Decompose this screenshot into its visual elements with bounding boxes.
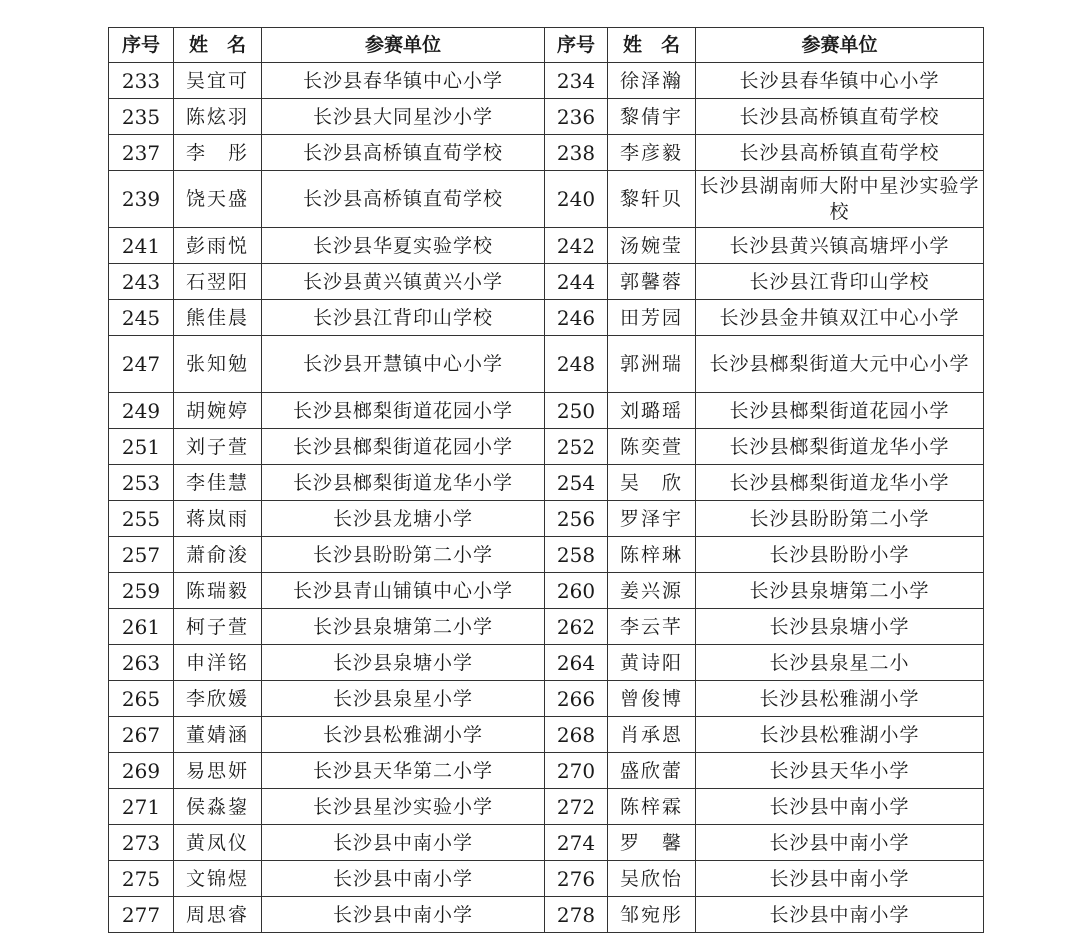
table-row	[109, 501, 984, 537]
participant-name-cell: 李佳慧	[174, 465, 262, 501]
table-row	[109, 717, 984, 753]
participant-name-cell: 陈奕萱	[608, 429, 696, 465]
table-row	[109, 681, 984, 717]
participant-name-cell: 肖承恩	[608, 717, 696, 753]
school-unit-cell: 长沙县星沙实验小学	[262, 789, 545, 825]
participant-name-cell: 陈梓琳	[608, 537, 696, 573]
seq-number-cell: 276	[545, 861, 608, 897]
seq-number-cell: 242	[545, 228, 608, 264]
participant-name-cell: 黄凤仪	[174, 825, 262, 861]
table-body	[109, 63, 984, 933]
participant-name-cell: 黄诗阳	[608, 645, 696, 681]
participant-name-cell: 董婧涵	[174, 717, 262, 753]
school-unit-cell: 长沙县榔梨街道龙华小学	[696, 465, 984, 501]
participant-name-cell: 周思睿	[174, 897, 262, 933]
school-unit-cell: 长沙县松雅湖小学	[262, 717, 545, 753]
table-row	[109, 825, 984, 861]
participant-name-cell: 邹宛彤	[608, 897, 696, 933]
participant-name-cell: 易思妍	[174, 753, 262, 789]
table-row	[109, 897, 984, 933]
school-unit-cell: 长沙县榔梨街道花园小学	[262, 429, 545, 465]
participant-name-cell: 陈梓霖	[608, 789, 696, 825]
participant-name-cell: 黎倩宇	[608, 99, 696, 135]
participant-name-cell: 申洋铭	[174, 645, 262, 681]
school-unit-cell: 长沙县榔梨街道龙华小学	[262, 465, 545, 501]
table-row	[109, 264, 984, 300]
seq-number-cell: 269	[109, 753, 174, 789]
seq-number-cell: 264	[545, 645, 608, 681]
school-unit-cell: 长沙县泉塘第二小学	[696, 573, 984, 609]
school-unit-cell: 长沙县天华第二小学	[262, 753, 545, 789]
participant-name-cell: 萧俞浚	[174, 537, 262, 573]
table-row	[109, 99, 984, 135]
table-row	[109, 393, 984, 429]
participant-table	[108, 27, 984, 933]
school-unit-cell: 长沙县中南小学	[696, 825, 984, 861]
participant-name-cell: 罗 馨	[608, 825, 696, 861]
school-unit-cell: 长沙县天华小学	[696, 753, 984, 789]
school-unit-cell: 长沙县大同星沙小学	[262, 99, 545, 135]
school-unit-cell: 长沙县松雅湖小学	[696, 681, 984, 717]
seq-number-cell: 277	[109, 897, 174, 933]
school-unit-cell: 长沙县春华镇中心小学	[696, 63, 984, 99]
table-row	[109, 609, 984, 645]
seq-number-cell: 259	[109, 573, 174, 609]
seq-number-cell: 239	[109, 171, 174, 228]
seq-number-cell: 247	[109, 336, 174, 393]
seq-number-cell: 261	[109, 609, 174, 645]
seq-number-cell: 233	[109, 63, 174, 99]
participant-name-cell: 吴 欣	[608, 465, 696, 501]
table-row	[109, 753, 984, 789]
seq-number-cell: 252	[545, 429, 608, 465]
table-row	[109, 135, 984, 171]
seq-number-cell: 240	[545, 171, 608, 228]
seq-number-cell: 271	[109, 789, 174, 825]
seq-number-cell: 236	[545, 99, 608, 135]
school-unit-cell: 长沙县湖南师大附中星沙实验学校	[696, 171, 984, 228]
school-unit-cell: 长沙县龙塘小学	[262, 501, 545, 537]
participant-name-cell: 熊佳晨	[174, 300, 262, 336]
participant-name-cell: 郭洲瑞	[608, 336, 696, 393]
seq-number-cell: 274	[545, 825, 608, 861]
participant-name-cell: 文锦煜	[174, 861, 262, 897]
seq-number-cell: 249	[109, 393, 174, 429]
participant-name-cell: 李彦毅	[608, 135, 696, 171]
seq-number-cell: 234	[545, 63, 608, 99]
seq-number-cell: 243	[109, 264, 174, 300]
seq-number-cell: 254	[545, 465, 608, 501]
participant-name-cell: 罗泽宇	[608, 501, 696, 537]
participant-name-cell: 石翌阳	[174, 264, 262, 300]
school-unit-cell: 长沙县高桥镇直荀学校	[262, 171, 545, 228]
header-unit: 参赛单位	[696, 28, 984, 63]
seq-number-cell: 257	[109, 537, 174, 573]
table-row	[109, 228, 984, 264]
header-unit: 参赛单位	[262, 28, 545, 63]
school-unit-cell: 长沙县中南小学	[262, 897, 545, 933]
school-unit-cell: 长沙县黄兴镇黄兴小学	[262, 264, 545, 300]
school-unit-cell: 长沙县泉塘小学	[262, 645, 545, 681]
participant-name-cell: 徐泽瀚	[608, 63, 696, 99]
seq-number-cell: 262	[545, 609, 608, 645]
participant-name-cell: 张知勉	[174, 336, 262, 393]
school-unit-cell: 长沙县中南小学	[262, 861, 545, 897]
school-unit-cell: 长沙县高桥镇直荀学校	[696, 99, 984, 135]
participant-name-cell: 姜兴源	[608, 573, 696, 609]
school-unit-cell: 长沙县榔梨街道花园小学	[696, 393, 984, 429]
school-unit-cell: 长沙县高桥镇直荀学校	[262, 135, 545, 171]
table-row	[109, 465, 984, 501]
table-row	[109, 537, 984, 573]
school-unit-cell: 长沙县盼盼第二小学	[696, 501, 984, 537]
participant-name-cell: 曾俊博	[608, 681, 696, 717]
school-unit-cell: 长沙县榔梨街道花园小学	[262, 393, 545, 429]
seq-number-cell: 244	[545, 264, 608, 300]
participant-name-cell: 黎轩贝	[608, 171, 696, 228]
school-unit-cell: 长沙县泉塘第二小学	[262, 609, 545, 645]
school-unit-cell: 长沙县开慧镇中心小学	[262, 336, 545, 393]
school-unit-cell: 长沙县华夏实验学校	[262, 228, 545, 264]
school-unit-cell: 长沙县泉星二小	[696, 645, 984, 681]
participant-name-cell: 刘璐瑶	[608, 393, 696, 429]
table-row	[109, 645, 984, 681]
seq-number-cell: 256	[545, 501, 608, 537]
seq-number-cell: 251	[109, 429, 174, 465]
seq-number-cell: 258	[545, 537, 608, 573]
header-seq: 序号	[109, 28, 174, 63]
seq-number-cell: 248	[545, 336, 608, 393]
header-name: 姓 名	[174, 28, 262, 63]
seq-number-cell: 246	[545, 300, 608, 336]
school-unit-cell: 长沙县泉塘小学	[696, 609, 984, 645]
participant-name-cell: 盛欣蕾	[608, 753, 696, 789]
seq-number-cell: 267	[109, 717, 174, 753]
participant-name-cell: 饶天盛	[174, 171, 262, 228]
header-seq: 序号	[545, 28, 608, 63]
participant-name-cell: 吴宜可	[174, 63, 262, 99]
table-row	[109, 63, 984, 99]
table-row	[109, 171, 984, 228]
seq-number-cell: 241	[109, 228, 174, 264]
school-unit-cell: 长沙县黄兴镇高塘坪小学	[696, 228, 984, 264]
seq-number-cell: 273	[109, 825, 174, 861]
participant-name-cell: 陈瑞毅	[174, 573, 262, 609]
table-row	[109, 336, 984, 393]
participant-name-cell: 侯淼鋆	[174, 789, 262, 825]
participant-name-cell: 彭雨悦	[174, 228, 262, 264]
school-unit-cell: 长沙县江背印山学校	[696, 264, 984, 300]
school-unit-cell: 长沙县泉星小学	[262, 681, 545, 717]
school-unit-cell: 长沙县松雅湖小学	[696, 717, 984, 753]
school-unit-cell: 长沙县盼盼小学	[696, 537, 984, 573]
seq-number-cell: 235	[109, 99, 174, 135]
header-name: 姓 名	[608, 28, 696, 63]
table-row	[109, 789, 984, 825]
seq-number-cell: 238	[545, 135, 608, 171]
participant-name-cell: 吴欣怡	[608, 861, 696, 897]
table-row	[109, 429, 984, 465]
seq-number-cell: 245	[109, 300, 174, 336]
participant-name-cell: 刘子萱	[174, 429, 262, 465]
school-unit-cell: 长沙县中南小学	[696, 897, 984, 933]
table-row	[109, 861, 984, 897]
participant-name-cell: 李 彤	[174, 135, 262, 171]
school-unit-cell: 长沙县春华镇中心小学	[262, 63, 545, 99]
seq-number-cell: 272	[545, 789, 608, 825]
seq-number-cell: 237	[109, 135, 174, 171]
seq-number-cell: 265	[109, 681, 174, 717]
participant-name-cell: 蒋岚雨	[174, 501, 262, 537]
school-unit-cell: 长沙县金井镇双江中心小学	[696, 300, 984, 336]
participant-name-cell: 李欣媛	[174, 681, 262, 717]
participant-name-cell: 田芳园	[608, 300, 696, 336]
table-row	[109, 573, 984, 609]
seq-number-cell: 275	[109, 861, 174, 897]
school-unit-cell: 长沙县榔梨街道大元中心小学	[696, 336, 984, 393]
seq-number-cell: 250	[545, 393, 608, 429]
participant-name-cell: 李云芊	[608, 609, 696, 645]
seq-number-cell: 278	[545, 897, 608, 933]
seq-number-cell: 260	[545, 573, 608, 609]
seq-number-cell: 266	[545, 681, 608, 717]
school-unit-cell: 长沙县盼盼第二小学	[262, 537, 545, 573]
school-unit-cell: 长沙县青山铺镇中心小学	[262, 573, 545, 609]
participant-name-cell: 胡婉婷	[174, 393, 262, 429]
header-row	[109, 28, 984, 63]
table-row	[109, 300, 984, 336]
school-unit-cell: 长沙县中南小学	[262, 825, 545, 861]
participant-name-cell: 陈炫羽	[174, 99, 262, 135]
participant-name-cell: 汤婉莹	[608, 228, 696, 264]
seq-number-cell: 270	[545, 753, 608, 789]
school-unit-cell: 长沙县高桥镇直荀学校	[696, 135, 984, 171]
seq-number-cell: 263	[109, 645, 174, 681]
school-unit-cell: 长沙县江背印山学校	[262, 300, 545, 336]
seq-number-cell: 253	[109, 465, 174, 501]
participant-name-cell: 柯子萱	[174, 609, 262, 645]
seq-number-cell: 268	[545, 717, 608, 753]
school-unit-cell: 长沙县中南小学	[696, 789, 984, 825]
school-unit-cell: 长沙县中南小学	[696, 861, 984, 897]
seq-number-cell: 255	[109, 501, 174, 537]
school-unit-cell: 长沙县榔梨街道龙华小学	[696, 429, 984, 465]
participant-name-cell: 郭馨蓉	[608, 264, 696, 300]
